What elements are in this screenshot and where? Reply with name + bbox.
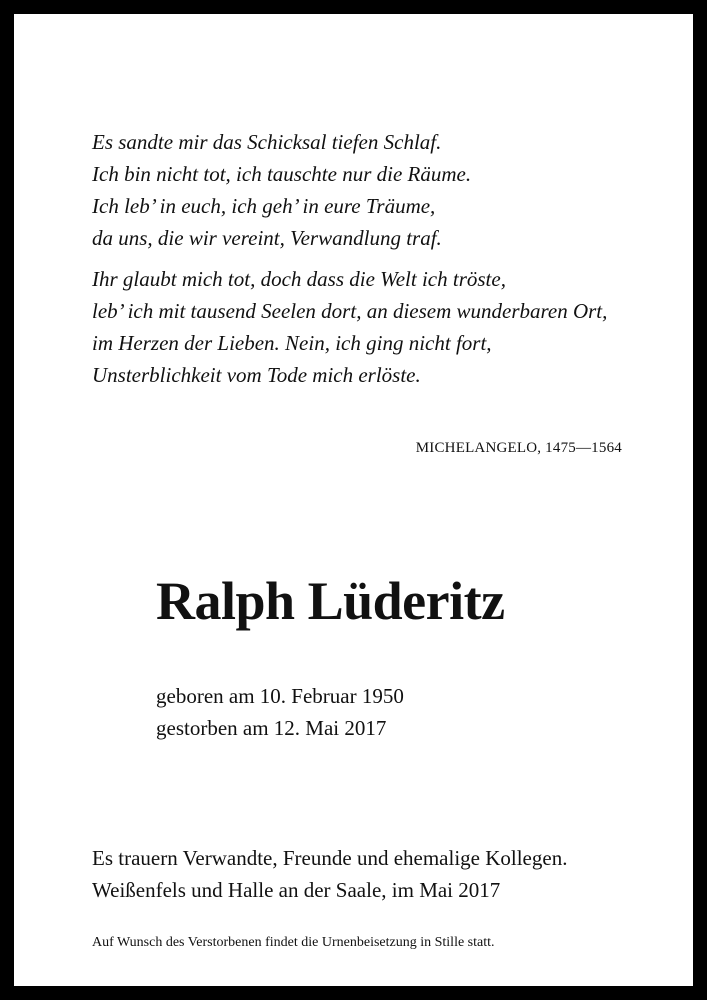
poem-stanza-1 (92, 126, 682, 254)
poem-attribution: MICHELANGELO, 1475—1564 (415, 440, 622, 456)
birth-date: geboren am 10. Februar 1950 (156, 684, 404, 708)
poem-line: Ich leb’ in euch, ich geh’ in eure Träume, (92, 194, 436, 218)
burial-note: Auf Wunsch des Verstorbenen findet die Urnenbeisetzung in Stille statt. (92, 935, 495, 950)
poem-line: Ihr glaubt mich tot, doch dass die Welt ich tröste, (92, 267, 506, 291)
poem-stanza-2 (92, 263, 682, 391)
deceased-name: Ralph Lüderitz (156, 571, 505, 631)
poem-line: Es sandte mir das Schicksal tiefen Schlaf. (92, 130, 442, 154)
death-date: gestorben am 12. Mai 2017 (156, 716, 387, 740)
poem-line: da uns, die wir vereint, Verwandlung traf. (92, 226, 442, 250)
life-dates (156, 680, 404, 744)
poem-line: im Herzen der Lieben. Nein, ich ging nicht fort, (92, 331, 492, 355)
poem-line: leb’ ich mit tausend Seelen dort, an diesem wunderbaren Ort, (92, 299, 608, 323)
place-date-line: Weißenfels und Halle an der Saale, im Mai 2017 (92, 878, 501, 902)
mourners-block (92, 842, 567, 906)
poem-line: Ich bin nicht tot, ich tauschte nur die Räume. (92, 162, 472, 186)
poem-line: Unsterblichkeit vom Tode mich erlöste. (92, 363, 421, 387)
poem (92, 126, 682, 391)
mourners-line: Es trauern Verwandte, Freunde und ehemalige Kollegen. (92, 846, 568, 870)
